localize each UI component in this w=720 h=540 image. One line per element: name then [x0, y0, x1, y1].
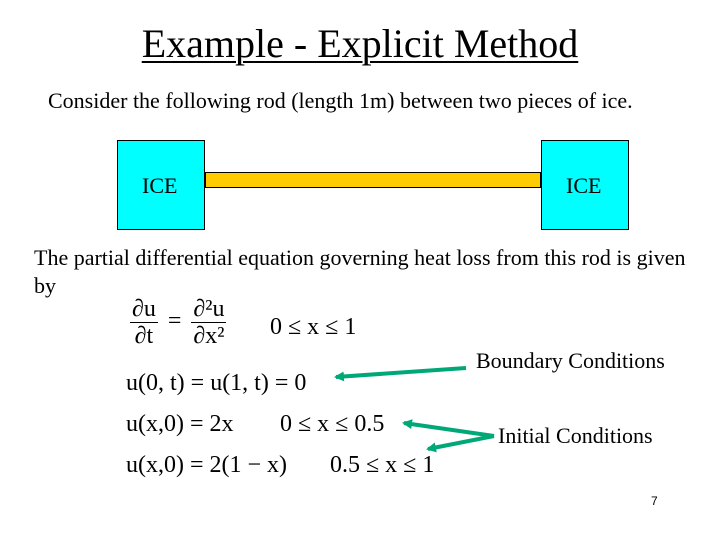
bc-arrow	[336, 368, 466, 377]
page-number: 7	[651, 494, 658, 508]
initial-condition-2-domain: 0.5 ≤ x ≤ 1	[330, 452, 435, 478]
rod	[205, 172, 541, 188]
pde-equation	[126, 296, 230, 349]
boundary-condition-equation: u(0, t) = u(1, t) = 0	[126, 370, 307, 396]
initial-condition-2: u(x,0) = 2(1 − x)	[126, 452, 288, 478]
ic-arrow-1	[404, 423, 494, 436]
initial-conditions-label: Initial Conditions	[498, 423, 653, 448]
equals-sign: =	[167, 308, 182, 335]
ice-left-label: ICE	[142, 173, 178, 198]
intro-text: Consider the following rod (length 1m) between two pieces of ice.	[48, 88, 633, 113]
rhs-denominator: ∂x²	[193, 323, 225, 349]
lhs-denominator: ∂t	[134, 323, 154, 349]
rhs-fraction	[191, 296, 226, 349]
ic-arrow-2	[428, 436, 494, 449]
initial-condition-1-domain: 0 ≤ x ≤ 0.5	[280, 411, 385, 437]
rhs-numerator: ∂²u	[193, 296, 225, 322]
pde-domain: 0 ≤ x ≤ 1	[270, 314, 357, 340]
lhs-numerator: ∂u	[132, 296, 156, 322]
slide-title: Example - Explicit Method	[141, 21, 579, 66]
ice-block-left	[117, 140, 205, 230]
pde-intro-text: The partial differential equation governing heat loss from this rod is given by	[34, 245, 686, 298]
initial-condition-1: u(x,0) = 2x	[126, 411, 234, 437]
lhs-fraction	[130, 296, 158, 349]
ice-right-label: ICE	[566, 173, 602, 198]
ice-block-right	[541, 140, 629, 230]
boundary-conditions-label: Boundary Conditions	[476, 348, 665, 373]
